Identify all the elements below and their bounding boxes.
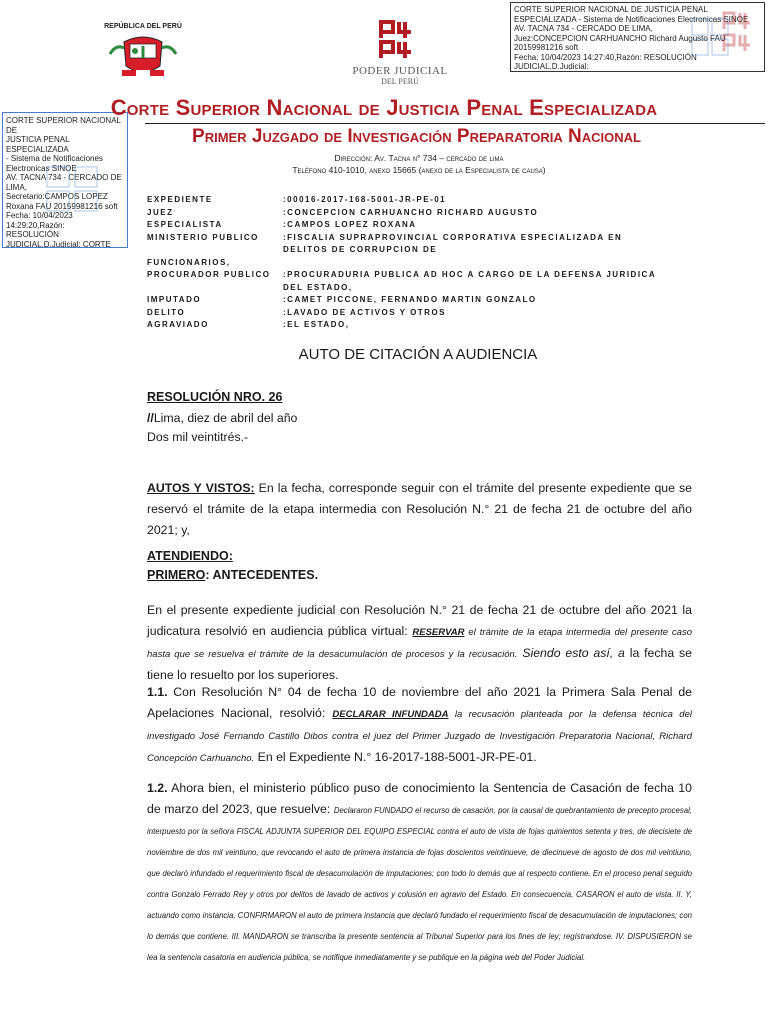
case-info-label: AGRAVIADO [147,320,209,329]
stamp-left-line: JUDICIAL,D.Judicial: CORTE [6,239,111,248]
stamp-left-line: Electronicas SINOE [6,163,77,173]
p11-text-c: la recusación planteada por la defensa técnica del investigado José Fernando Castillo Dibos contra el juez del Primer Juzgado de Investigación Preparatoria Nacional, Richard Concepción Carhuancho. [147,709,692,764]
date-block [147,409,297,447]
case-info-row [147,194,667,207]
stamp-top-line: ESPECIALIZADA - Sistema de Notificaciones Electronicas SINOE [514,14,749,24]
case-info-row [147,219,667,232]
case-info-label: ESPECIALISTA [147,220,223,229]
stamp-left-line: - Sistema de Notificaciones [6,154,103,163]
p1-text-a: En el presente expediente judicial con Resolución N.° 21 de fecha 21 de octubre del año 2021 la judicatura resolvió en audiencia pública virtual: [147,603,692,638]
primero-label: PRIMERO [147,568,206,582]
case-info-row [147,232,667,257]
date-line-2: Dos mil veintitrés.- [147,430,249,444]
case-info-value: :EL ESTADO, [283,320,350,329]
case-info-label: FUNCIONARIOS, [147,257,231,267]
p1-reservar: RESERVAR [412,627,465,638]
court-phone: Teléfono 410-1010, anexo 15665 (anexo de la Especialista de causa) [292,165,546,175]
poder-judicial-logo-icon [377,18,423,58]
p1-text-d: Siendo esto así, a [517,646,625,660]
stamp-left-line: CORTE SUPERIOR NACIONAL DE [6,116,121,135]
stamp-top-line: AV. TACNA 734 - CERCADO DE LIMA, [514,24,653,33]
case-info-label: PROCURADOR PUBLICO [147,270,271,279]
stamp-left-line: AV. TACNA 734 - CERCADO DE [6,173,122,182]
p11-declarar: DECLARAR INFUNDADA [332,709,449,720]
case-info-row [147,257,667,270]
case-info-row [147,269,667,294]
primero-heading [147,566,318,585]
resolution-number: RESOLUCIÓN NRO. 26 [147,390,283,404]
stamp-top-line: CORTE SUPERIOR NACIONAL DE JUSTICIA PENAL [514,5,708,14]
case-info-label: IMPUTADO [147,295,202,304]
p12-number: 1.2. [147,781,168,795]
digital-signature-judge [510,2,765,72]
poder-judicial-logo [345,18,455,88]
stamp-left-line: Fecha: 10/04/2023 14:29:20,Razón: [6,211,73,230]
paragraph-antecedentes [147,600,692,686]
date-text: Lima, diez de abril del año [153,411,298,425]
stamp-top-line: Fecha: 10/04/2023 14:27:40,Razón: RESOLUCIÓN JUDICIAL,D.Judicial: [514,52,697,71]
p11-text-a: Con Resolución N° 04 de fecha 10 de noviembre del año 2021 la Primera Sala Penal de Apelaciones Nacional, resolvió: [147,685,692,720]
case-info-label: JUEZ [147,207,174,217]
case-info-value: :CONCEPCION CARHUANCHO RICHARD AUGUSTO [283,207,539,217]
stamp-left-line: Secretario:CAMPOS LOPEZ [6,192,108,201]
autos-text: En la fecha, corresponde seguir con el trámite del presente expediente que se reservó el trámite de la etapa intermedia con Resolución N.° 21 de fecha 21 de octubre del año 2021; y, [147,481,692,537]
stamp-top-line [514,72,761,73]
case-info-value: :00016-2017-168-5001-JR-PE-01 [283,195,447,204]
stamp-left-line: RESOLUCIÓN [6,230,59,239]
case-info-value: :PROCURADURIA PUBLICA AD HOC A CARGO DE LA DEFENSA JURIDICA DEL ESTADO, [283,270,656,292]
paragraph-1-2 [147,778,692,967]
p12-text-a: Ahora bien, el ministerio público puso de conocimiento la Sentencia de Casación de fecha 10 de marzo del 2023, que resuelve: [147,781,692,816]
svg-text:REPÚBLICA DEL PERÚ: REPÚBLICA DEL PERÚ [104,23,182,30]
case-info-row [147,294,667,307]
atendiendo-block [147,547,318,585]
header-divider [145,123,765,124]
case-info-value: :CAMPOS LOPEZ ROXANA [283,220,417,229]
p11-number: 1.1. [147,685,168,699]
primero-rest: : ANTECEDENTES. [205,568,319,582]
case-info-label: MINISTERIO PUBLICO [147,232,259,242]
stamp-left-line: JUSTICIA PENAL ESPECIALIZADA [6,135,70,154]
case-info-label: DELITO [147,307,186,317]
case-info-row [147,207,667,220]
court-address: Dirección: Av. Tacna n° 734 – cercado de lima [334,153,504,163]
case-info-value: :FISCALIA SUPRAPROVINCIAL CORPORATIVA ESPECIALIZADA EN DELITOS DE CORRUPCION DE [283,232,623,254]
stamp-left-line: Roxana FAU 20159981216 soft [6,201,118,211]
autos-label: AUTOS Y VISTOS: [147,481,255,495]
stamp-top-line: Juez:CONCEPCION CARHUANCHO Richard Augusto FAU [514,33,726,43]
date-line-1 [147,409,297,428]
case-info-value [283,257,667,270]
date-prefix: // [147,411,154,425]
p1-text-c: el trámite de la etapa intermedia del presente caso hasta que se resuelva el trámite de la desacumulación de procesos y la recusación. [147,627,692,660]
national-seal-icon [100,14,186,84]
court-subtitle: Primer Juzgado de Investigación Preparatoria Nacional [192,126,641,147]
p12-quote: Declararon FUNDADO el recurso de casación, por la causal de quebrantamiento de precepto procesal, interpuesto por la señora FISCAL ADJUNTA SUPERIOR DEL EQUIPO ESPECIAL contra el auto de vista de fojas quinientos setenta y tres, de diecisiete de noviembre de dos mil veintiuno, que revocando el auto de primera instancia de fojas doscientos veintinueve, de diecinueve de agosto de dos mil veintiuno, que declaró infundado el requerimiento fiscal de desacumulación de imputaciones; con todo lo demás que al respecto contiene. En el proceso penal seguido contra Gonzalo Ferrado Rey y otros por delitos de lavado de activos y colusión en agravio del Estado. En consecuencia, CASARON el auto de vista. II. Y, actuando como instancia, CONFIRMARON el auto de primera instancia que declaró fundado el requerimiento fiscal de desacumulación de imputaciones; con lo demás que contiene. III. MANDARON se transcriba la presente sentencia al Tribunal Superior para los fines de ley; regístrandose. IV. DISPUSIERON se lea la sentencia casatoria en audiencia pública, se notifique inmediatamente y se publique en la página web del Poder Judicial. [147,806,692,962]
stamp-left-line: LIMA, [6,182,27,192]
p1-text-e: la fecha se tiene lo resuelto por los superiores. [147,646,692,682]
stamp-top-line: 20159981216 soft [514,43,579,52]
poder-judicial-name: PODER JUDICIAL [352,65,448,77]
document-title: AUTO DE CITACIÓN A AUDIENCIA [298,346,538,363]
case-info-value: :LAVADO DE ACTIVOS Y OTROS [283,307,447,317]
autos-y-vistos-paragraph [147,478,692,541]
case-info-row [147,307,667,320]
case-info-label: EXPEDIENTE [147,195,213,204]
case-info-row [147,319,667,332]
poder-judicial-sub: DEL PERÚ [381,77,419,86]
paragraph-1-1 [147,682,692,769]
atendiendo-heading: ATENDIENDO: [147,549,233,563]
court-title: Corte Superior Nacional de Justicia Penal Especializada [110,95,658,120]
case-info-value: :CAMET PICCONE, FERNANDO MARTIN GONZALO [283,295,537,304]
case-info-table [147,194,667,332]
p11-text-d: En el Expediente N.° 16-2017-188-5001-JR-PE-01. [254,750,537,764]
stamp-grid-icon [690,17,730,57]
